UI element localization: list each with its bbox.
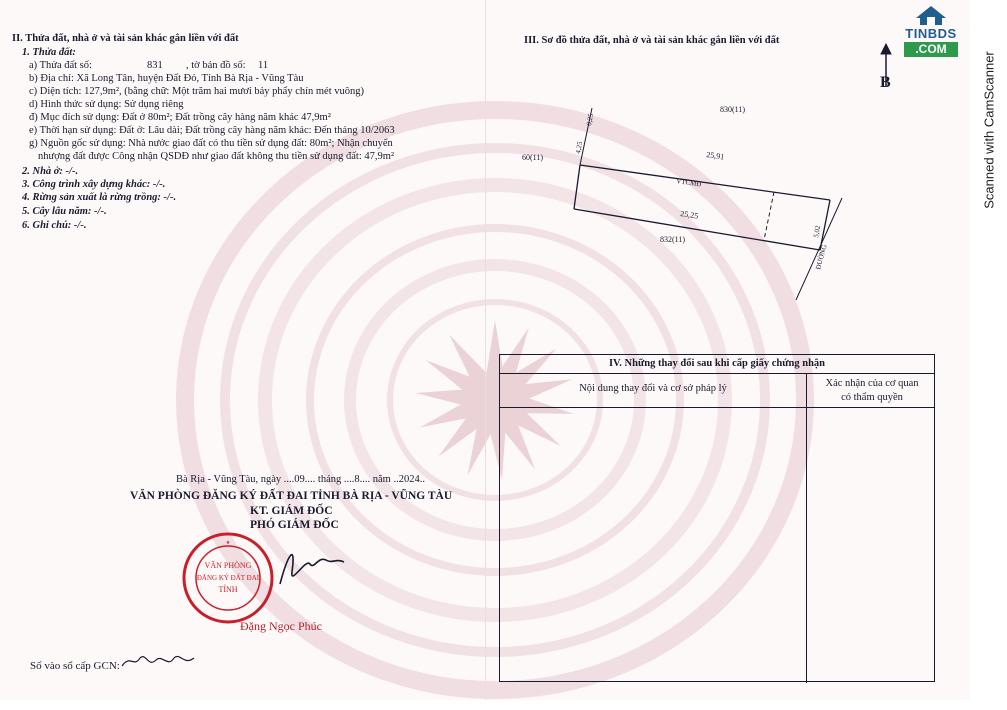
gcn-register-handwriting xyxy=(118,650,198,672)
dim-left2-label: 0,25 xyxy=(585,112,596,127)
deputy-director: PHÓ GIÁM ĐỐC xyxy=(250,519,339,531)
dim-top-label: 25,91 xyxy=(705,150,725,162)
changes-table-divider xyxy=(806,373,807,683)
item2-house: 2. Nhà ở: -/-. xyxy=(22,166,79,177)
signer-name: Đặng Ngọc Phúc xyxy=(240,619,322,633)
north-arrow-head xyxy=(881,44,891,54)
kt-director: KT. GIÁM ĐỐC xyxy=(250,505,333,517)
logo-text-top: TINBDS xyxy=(905,26,957,41)
map-sheet-label: , tờ bản đồ số: xyxy=(186,60,246,71)
tinbds-logo xyxy=(900,4,962,62)
stamp-line1: VĂN PHÒNG xyxy=(204,561,252,570)
changes-confirm-header xyxy=(808,377,936,405)
signing-date: Bà Rịa - Vũng Tàu, ngày ....09.... tháng ....8.... năm ..2024.. xyxy=(176,474,425,485)
camscanner-text: Scanned with CamScanner xyxy=(981,51,997,209)
logo-text-bottom: .COM xyxy=(904,42,958,57)
map-sheet-value: 11 xyxy=(258,60,269,71)
handwritten-signature xyxy=(270,534,350,594)
lot-top-edge xyxy=(580,165,830,200)
svg-text:★: ★ xyxy=(225,541,231,546)
changes-table-heading: IV. Những thay đổi sau khi cấp giấy chứng nhận xyxy=(500,355,934,374)
camscanner-watermark xyxy=(979,40,999,220)
issuing-office: VĂN PHÒNG ĐĂNG KÝ ĐẤT ĐAI TỈNH BÀ RỊA - VŨNG TÀU xyxy=(130,490,453,502)
item5-perennial: 5. Cây lâu năm: -/-. xyxy=(22,206,107,217)
dim-bottom-label: 25,25 xyxy=(679,209,699,221)
section2-heading: II. Thửa đất, nhà ở và tài sản khác gắn liền với đất xyxy=(12,33,239,44)
lot-sketch xyxy=(500,40,900,300)
north-label: B xyxy=(880,74,891,91)
address: b) Địa chỉ: Xã Long Tân, huyện Đất Đỏ, Tỉnh Bà Rịa - Vũng Tàu xyxy=(29,73,304,84)
usage-origin-line2: nhượng đất được Công nhận QSDĐ như giao đất không thu tiền sử dụng đất: 47,9m² xyxy=(38,151,395,162)
changes-table-header-line xyxy=(500,407,934,408)
lot-60-label: 60(11) xyxy=(522,153,544,162)
official-stamp xyxy=(180,530,276,626)
stamp-line3: TỈNH xyxy=(218,585,238,594)
item3-construction: 3. Công trình xây dựng khác: -/-. xyxy=(22,179,166,190)
lot-number-label: a) Thửa đất số: xyxy=(29,60,92,71)
dim-left1-label: 4,25 xyxy=(574,140,585,155)
house-icon xyxy=(914,4,948,26)
item1-heading: 1. Thửa đất: xyxy=(22,47,76,58)
usage-purpose: đ) Mục đích sử dụng: Đất ở 80m²; Đất trồng cây hàng năm khác 47,9m² xyxy=(29,112,331,123)
usage-form: d) Hình thức sử dụng: Sử dụng riêng xyxy=(29,99,184,110)
usage-term: e) Thời hạn sử dụng: Đất ở: Lâu dài; Đất trồng cây hàng năm khác: Đến tháng 10/2063 xyxy=(29,125,395,136)
vtcmd-label: VTCMĐ xyxy=(675,177,702,189)
section3-heading: III. Sơ đồ thửa đất, nhà ở và tài sản khác gắn liền với đất xyxy=(524,35,780,46)
lot-832-label: 832(11) xyxy=(660,235,686,244)
dim-right-label: 5,02 xyxy=(812,224,823,239)
stamp-line2: ĐĂNG KÝ ĐẤT ĐAI xyxy=(196,574,260,582)
changes-content-header: Nội dung thay đổi và cơ sở pháp lý xyxy=(579,383,727,394)
changes-table xyxy=(499,354,935,682)
item6-notes: 6. Ghi chú: -/-. xyxy=(22,220,87,231)
area: c) Diện tích: 127,9m², (bằng chữ: Một trăm hai mươi bảy phẩy chín mét vuông) xyxy=(29,86,365,97)
confirm-header-line1: Xác nhận của cơ quan xyxy=(825,378,919,389)
confirm-header-line2: có thẩm quyền xyxy=(841,392,903,403)
lot-number-value: 831 xyxy=(147,60,163,71)
lot-divider xyxy=(764,192,774,240)
gcn-register-label: Số vào sổ cấp GCN: xyxy=(30,660,120,672)
lot-830-label: 830(11) xyxy=(720,105,746,114)
lot-left-edge xyxy=(574,165,580,209)
usage-origin-line1: g) Nguồn gốc sử dụng: Nhà nước giao đất có thu tiền sử dụng đất: 80m²; Nhận chuyển xyxy=(29,138,393,149)
road-label: ĐƯỜNG xyxy=(814,243,829,271)
item4-forest: 4. Rừng sản xuất là rừng trồng: -/-. xyxy=(22,192,177,203)
page-fold xyxy=(485,0,486,700)
